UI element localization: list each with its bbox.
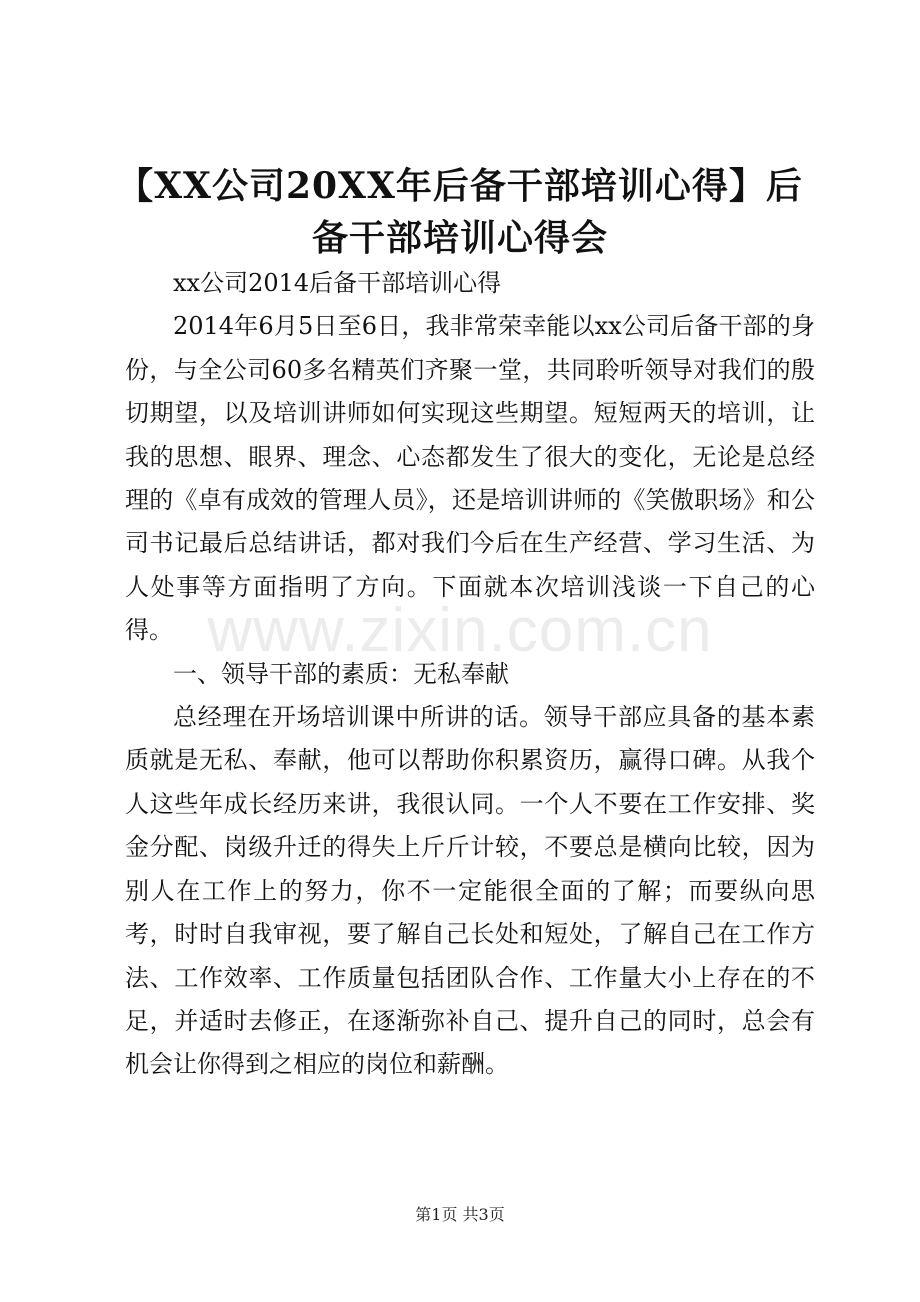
section-heading: 一、领导干部的素质：无私奉献: [173, 659, 509, 688]
paragraph-subtitle: xx公司2014后备干部培训心得: [173, 269, 502, 297]
page-footer: 第1页 共3页: [415, 1205, 505, 1224]
watermark: www.zixin.com.cn: [207, 596, 713, 665]
paragraph-intro: 2014年6月5日至6日，我非常荣幸能以xx公司后备干部的身份，与全公司60多名精英们齐聚一堂，共同聆听领导对我们的殷切期望，以及培训讲师如何实现这些期望。短短两天的培训，让我的思想、眼界、理念、心态都发生了很大的变化，无论是总经理的《卓有成效的管理人员》，还是培训讲师的《笑傲职场》和公司书记最后总结讲话，都对我们今后在生产经营、学习生活、为人处事等方面指明了方向。下面就本次培训浅谈一下自己的心得。: [125, 312, 815, 645]
document-title: 【XX公司20XX年后备干部培训心得】后备干部培训心得会: [117, 165, 803, 259]
paragraph-section-one: 总经理在开场培训课中所讲的话。领导干部应具备的基本素质就是无私、奉献，他可以帮助你积累资历，赢得口碑。从我个人这些年成长经历来讲，我很认同。一个人不要在工作安排、奖金分配、岗级升迁的得失上斤斤计较，不要总是横向比较，因为别人在工作上的努力，你不一定能很全面的了解；而要纵向思考，时时自我审视，要了解自己长处和短处，了解自己在工作方法、工作效率、工作质量包括团队合作、工作量大小上存在的不足，并适时去修正，在逐渐弥补自己、提升自己的同时，总会有机会让你得到之相应的岗位和薪酬。: [125, 703, 815, 1079]
document-body: [125, 262, 815, 1087]
